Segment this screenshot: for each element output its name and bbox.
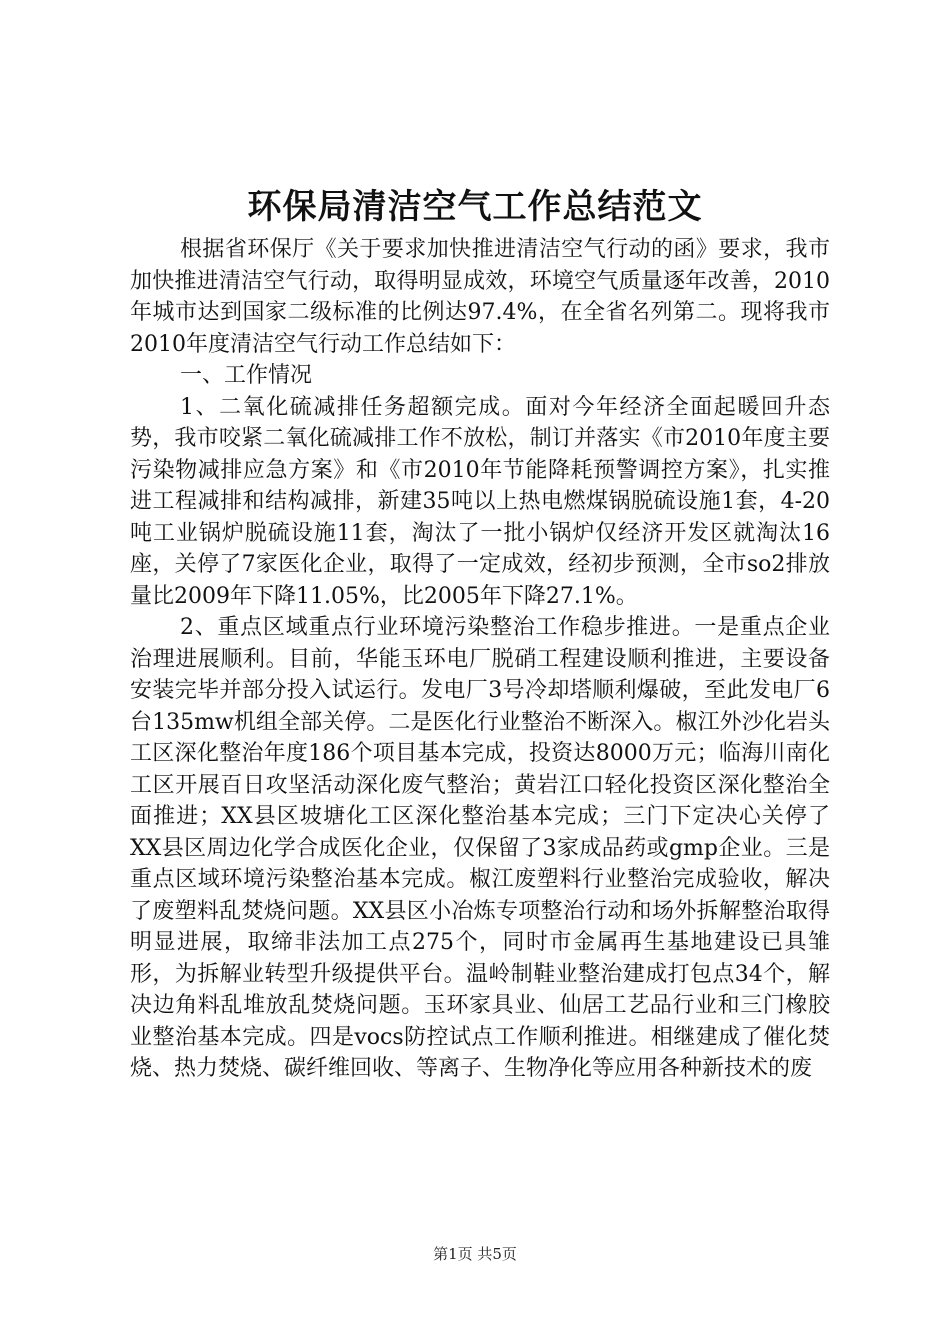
paragraph-so2-reduction: 1、二氧化硫减排任务超额完成。面对今年经济全面起暖回升态势，我市咬紧二氧化硫减排工作不放松，制订并落实《市2010年度主要污染物减排应急方案》和《市2010年节能降耗预警调控方案》，扎实推进工程减排和结构减排，新建35吨以上热电燃煤锅脱硫设施1套，4-20吨工业锅炉脱硫设施11套，淘汰了一批小锅炉仅经济开发区就淘汰16座，关停了7家医化企业，取得了一定成效，经初步预测，全市so2排放量比2009年下降11.05%，比2005年下降27.1%。 — [130, 394, 830, 609]
paragraph-intro: 根据省环保厅《关于要求加快推进清洁空气行动的函》要求，我市加快推进清洁空气行动，取得明显成效，环境空气质量逐年改善，2010年城市达到国家二级标准的比例达97.4%，在全省名列第二。现将我市2010年度清洁空气行动工作总结如下： — [130, 237, 830, 357]
document-title: 环保局清洁空气工作总结范文 — [247, 187, 703, 227]
document-body — [130, 234, 830, 1085]
page-number-footer: 第1页 共5页 — [433, 1245, 517, 1263]
section-heading-work-status: 一、工作情况 — [180, 363, 313, 388]
paragraph-key-region-remediation: 2、重点区域重点行业环境污染整治工作稳步推进。一是重点企业治理进展顺利。目前，华能玉环电厂脱硝工程建设顺利推进，主要设备安装完毕并部分投入试运行。发电厂3号冷却塔顺利爆破，至此发电厂6台135mw机组全部关停。二是医化行业整治不断深入。椒江外沙化岩头工区深化整治年度186个项目基本完成，投资达8000万元；临海川南化工区开展百日攻坚活动深化废气整治；黄岩江口轻化投资区深化整治全面推进；XX县区坡塘化工区深化整治基本完成；三门下定决心关停了XX县区周边化学合成医化企业，仅保留了3家成品药或gmp企业。三是重点区域环境污染整治基本完成。椒江废塑料行业整治完成验收，解决了废塑料乱焚烧问题。XX县区小冶炼专项整治行动和场外拆解整治取得明显进展，取缔非法加工点275个，同时市金属再生基地建设已具雏形，为拆解业转型升级提供平台。温岭制鞋业整治建成打包点34个，解决边角料乱堆放乱焚烧问题。玉环家具业、仙居工艺品行业和三门橡胶业整治基本完成。四是vocs防控试点工作顺利推进。相继建成了催化焚烧、热力焚烧、碳纤维回收、等离子、生物净化等应用各种新技术的废 — [130, 615, 830, 1081]
